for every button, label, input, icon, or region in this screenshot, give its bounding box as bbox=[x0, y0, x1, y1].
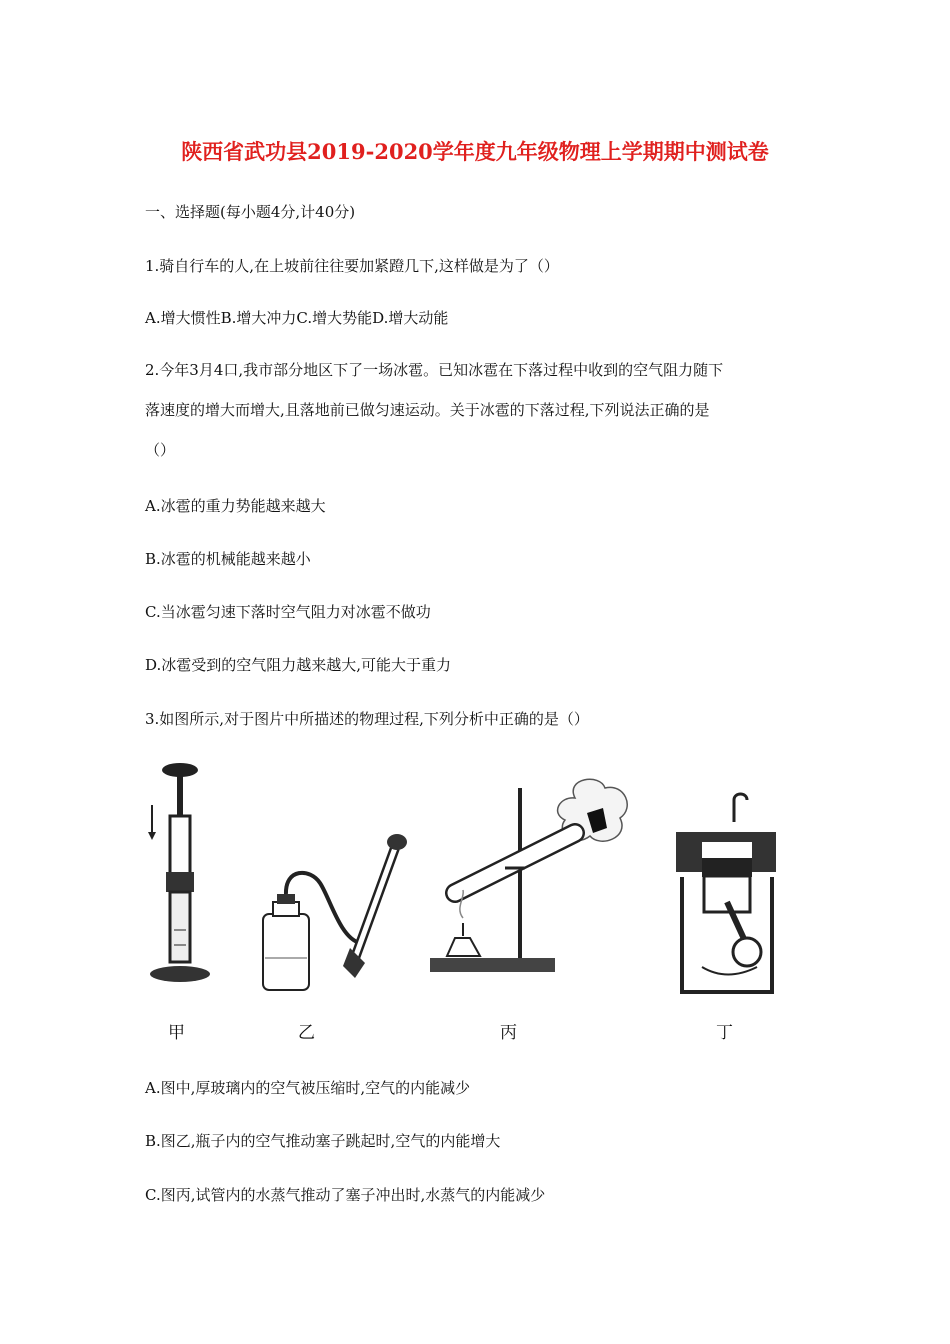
question-2-stem-line-3: （） bbox=[145, 441, 176, 459]
question-1-stem: 1.骑自行车的人,在上坡前往往要加紧蹬几下,这样做是为了（） bbox=[145, 257, 559, 275]
section-heading: 一、选择题(每小题4分,计40分) bbox=[145, 203, 356, 221]
question-2-stem-line-2: 落速度的增大而增大,且落地前已做匀速运动。关于冰雹的下落过程,下列说法正确的是 bbox=[145, 401, 710, 419]
figure-label-yi: 乙 bbox=[298, 1023, 315, 1043]
question-1-options: A.增大惯性B.增大冲力C.增大势能D.增大动能 bbox=[145, 309, 449, 327]
question-3-stem: 3.如图所示,对于图片中所描述的物理过程,下列分析中正确的是（） bbox=[145, 710, 589, 728]
question-2-option-c: C.当冰雹匀速下落时空气阻力对冰雹不做功 bbox=[145, 603, 431, 621]
page-title: 陕西省武功县2019-2020学年度九年级物理上学期期中测试卷 bbox=[181, 139, 769, 164]
figure-label-ding: 丁 bbox=[716, 1023, 733, 1043]
figure-ding-engine-cylinder bbox=[672, 792, 782, 1002]
figure-label-jia: 甲 bbox=[168, 1023, 185, 1043]
figure-yi-bottle-pump bbox=[255, 828, 425, 993]
question-2-option-d: D.冰雹受到的空气阻力越来越大,可能大于重力 bbox=[145, 656, 452, 674]
figure-label-bing: 丙 bbox=[500, 1023, 517, 1043]
question-3-option-c: C.图丙,试管内的水蒸气推动了塞子冲出时,水蒸气的内能减少 bbox=[145, 1186, 546, 1204]
question-3-option-a: A.图中,厚玻璃内的空气被压缩时,空气的内能减少 bbox=[145, 1079, 471, 1097]
question-3-option-b: B.图乙,瓶子内的空气推动塞子跳起时,空气的内能增大 bbox=[145, 1132, 501, 1150]
question-2-option-a: A.冰雹的重力势能越来越大 bbox=[145, 497, 326, 515]
figure-bing-test-tube-stand bbox=[425, 778, 630, 983]
question-2-stem-line-1: 2.今年3月4口,我市部分地区下了一场冰雹。已知冰雹在下落过程中收到的空气阻力随下 bbox=[145, 361, 724, 379]
figure-jia-compression-cylinder bbox=[140, 760, 220, 990]
question-2-option-b: B.冰雹的机械能越来越小 bbox=[145, 550, 311, 568]
